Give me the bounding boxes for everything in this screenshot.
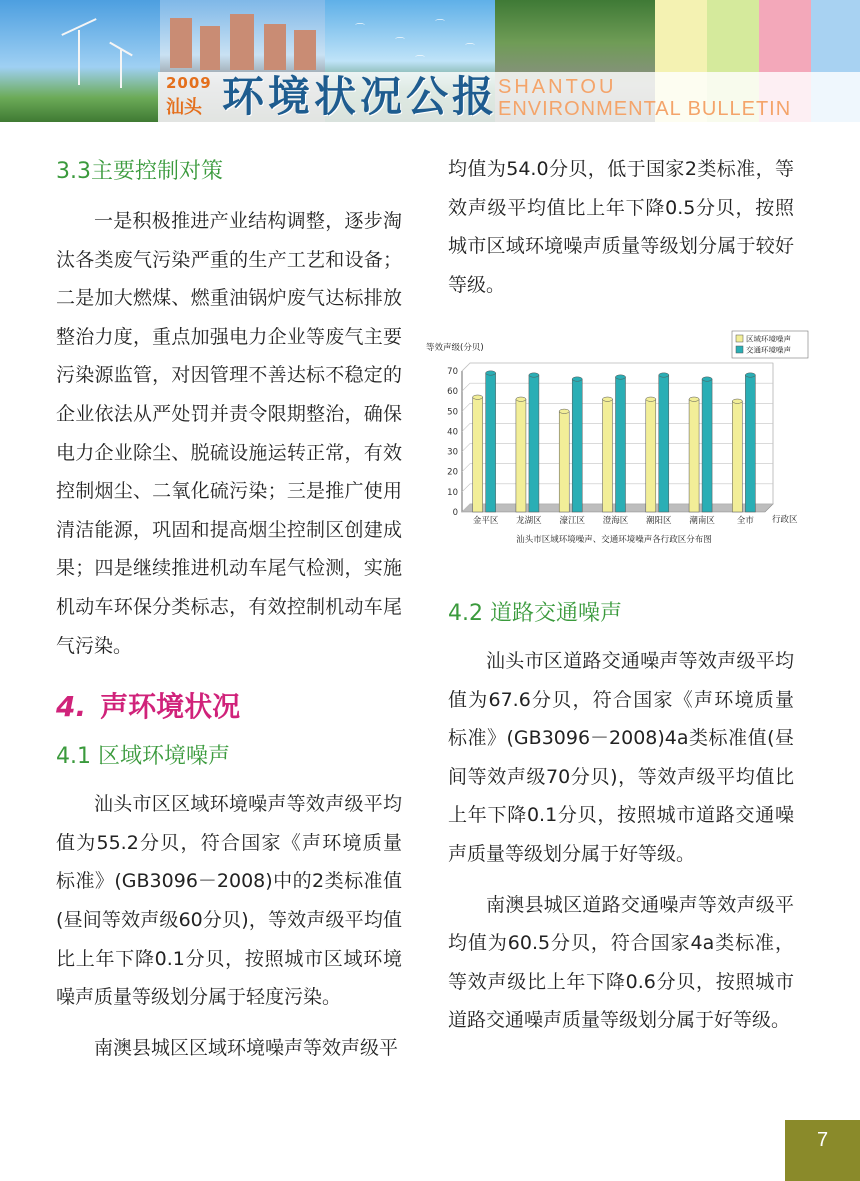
bar-regional-noise-cap (516, 397, 526, 401)
header-city: 汕头 (166, 97, 202, 118)
chart-y-axis-label: 等效声级(分贝) (426, 343, 484, 353)
chart-y-tick-label: 40 (447, 427, 458, 438)
bar-regional-noise (603, 397, 613, 512)
chart-x-tick-label: 全市 (736, 516, 754, 526)
bar-traffic-noise (659, 373, 669, 512)
section-heading-4-2: 4.2 道路交通噪声 (448, 601, 622, 626)
chart-x-tick-label: 澄海区 (602, 516, 629, 526)
right-column (448, 150, 794, 304)
bar-traffic-noise-body (659, 375, 669, 512)
page-number: 7 (785, 1120, 860, 1181)
bar-regional-noise (689, 397, 699, 512)
header-en-line1: SHANTOU (498, 76, 617, 98)
bar-regional-noise-cap (559, 409, 569, 413)
building (170, 18, 192, 68)
bar-traffic-noise (486, 371, 496, 512)
chart-x-tick-label: 潮南区 (689, 516, 715, 526)
chart-y-tick-label: 10 (447, 487, 458, 498)
bird-icon: ⌒ (355, 24, 365, 35)
bar-traffic-noise-body (616, 377, 626, 512)
legend-label: 区域环境噪声 (746, 334, 791, 344)
building (294, 30, 316, 70)
bar-traffic-noise-cap (659, 373, 669, 377)
bar-regional-noise-body (603, 399, 613, 512)
chart-y-tick-label: 50 (447, 407, 458, 418)
chart-y-tick-label: 0 (452, 508, 458, 518)
bar-regional-noise (516, 397, 526, 512)
bar-traffic-noise (572, 377, 582, 512)
turbine-tower (120, 50, 122, 88)
bar-regional-noise-cap (603, 397, 613, 401)
bar-regional-noise (473, 395, 483, 512)
header-title: 环境状况公报 (222, 72, 499, 121)
legend-label: 交通环境噪声 (746, 345, 791, 355)
chart-y-tick-label: 20 (447, 467, 458, 478)
bar-traffic-noise-cap (702, 377, 712, 381)
bar-regional-noise-body (732, 401, 742, 512)
bird-icon: ⌒ (435, 20, 445, 31)
bar-traffic-noise-body (486, 373, 496, 512)
right-column-lower (448, 592, 794, 1040)
bar-regional-noise-body (689, 399, 699, 512)
legend-swatch (736, 346, 743, 353)
paragraph-regional-noise-nanao-start: 南澳县城区区域环境噪声等效声级平 (94, 1036, 399, 1059)
bar-regional-noise-body (646, 399, 656, 512)
bar-regional-noise-cap (646, 397, 656, 401)
bird-icon: ⌒ (465, 44, 475, 55)
chart-y-tick-label: 60 (447, 387, 458, 398)
chart-x-tick-label: 金平区 (472, 516, 499, 526)
turbine-tower (78, 30, 80, 85)
chart-y-tick-label: 30 (447, 447, 458, 458)
section-heading-3-3: 3.3主要控制对策 (56, 159, 223, 184)
left-column (56, 150, 402, 1067)
bar-regional-noise-cap (689, 397, 699, 401)
paragraph-control-measures: 一是积极推进产业结构调整，逐步淘汰各类废气污染严重的生产工艺和设备；二是加大燃煤、燃重油锅炉废气达标排放整治力度，重点加强电力企业等废气主要污染源监管，对因管理不善达标不稳定的企业依法从严处罚并责令限期整治，确保电力企业除尘、脱硫设施运转正常，有效控制烟尘、二氧化硫污染；三是推广使用清洁能源，巩固和提高烟尘控制区创建成果；四是继续推进机动车尾气检测，实施机动车环保分类标志，有效控制机动车尾气污染。 (56, 210, 402, 657)
noise-bar-chart (420, 326, 812, 551)
chart-x-tick-label: 潮阳区 (646, 516, 672, 526)
chart-x-axis-label: 行政区 (772, 515, 798, 525)
paragraph-regional-noise-shantou: 汕头市区区域环境噪声等效声级平均值为55.2分贝，符合国家《声环境质量标准》(GB3096－2008)中的2类标准值(昼间等效声级60分贝)，等效声级平均值比上年下降0.1分贝，按照城市区域环境噪声质量等级划分属于轻度污染。 (56, 793, 402, 1009)
bar-traffic-noise-body (529, 375, 539, 512)
section-heading-4 (56, 679, 402, 735)
bar-regional-noise-body (516, 399, 526, 512)
header-en-line2: ENVIRONMENTAL BULLETIN (498, 98, 792, 120)
bar-regional-noise-body (473, 397, 483, 512)
bird-icon: ⌒ (395, 38, 405, 49)
bar-traffic-noise (745, 373, 755, 512)
bar-traffic-noise-body (572, 379, 582, 512)
chart-title: 汕头市区域环境噪声、交通环境噪声各行政区分布图 (516, 535, 712, 545)
bar-traffic-noise-cap (745, 373, 755, 377)
section-number: 4. (56, 690, 87, 724)
bar-traffic-noise-body (745, 375, 755, 512)
chart-x-tick-label: 龙湖区 (516, 516, 542, 526)
paragraph-regional-noise-nanao-cont: 均值为54.0分贝，低于国家2类标准，等效声级平均值比上年下降0.5分贝，按照城市区域环境噪声质量等级划分属于较好等级。 (448, 158, 794, 296)
chart-y-tick-label: 70 (447, 367, 458, 377)
chart-x-tick-label: 濠江区 (559, 516, 585, 526)
chart-svg (420, 326, 812, 551)
bar-traffic-noise-cap (616, 375, 626, 379)
building (230, 14, 254, 70)
banner-photo-wind-turbines (0, 0, 160, 122)
header-banner (0, 0, 860, 122)
bar-regional-noise (646, 397, 656, 512)
section-heading-4-1: 4.1 区域环境噪声 (56, 744, 230, 770)
bar-traffic-noise-cap (486, 371, 496, 375)
bar-traffic-noise (702, 377, 712, 512)
section-title: 声环境状况 (100, 690, 241, 724)
bar-traffic-noise (616, 375, 626, 512)
paragraph-traffic-noise-nanao: 南澳县城区道路交通噪声等效声级平均值为60.5分贝，符合国家4a类标准，等效声级比上年下降0.6分贝，按照城市道路交通噪声质量等级划分属于好等级。 (448, 893, 794, 1032)
building (264, 24, 286, 70)
building (200, 26, 220, 70)
paragraph-traffic-noise-shantou: 汕头市区道路交通噪声等效声级平均值为67.6分贝，符合国家《声环境质量标准》(GB3096－2008)4a类标准值(昼间等效声级70分贝)，等效声级平均值比上年下降0.1分贝，按照城市道路交通噪声质量等级划分属于好等级。 (448, 650, 794, 865)
bar-regional-noise-body (559, 411, 569, 512)
bar-traffic-noise-cap (572, 377, 582, 381)
legend-swatch (736, 335, 743, 342)
bar-traffic-noise-body (702, 379, 712, 512)
bar-regional-noise (559, 409, 569, 512)
bar-regional-noise (732, 399, 742, 512)
header-year: 2009 (166, 74, 212, 92)
bar-traffic-noise-cap (529, 373, 539, 377)
bird-icon: ⌒ (415, 56, 425, 67)
bar-regional-noise-cap (473, 395, 483, 399)
bar-traffic-noise (529, 373, 539, 512)
bar-regional-noise-cap (732, 399, 742, 403)
